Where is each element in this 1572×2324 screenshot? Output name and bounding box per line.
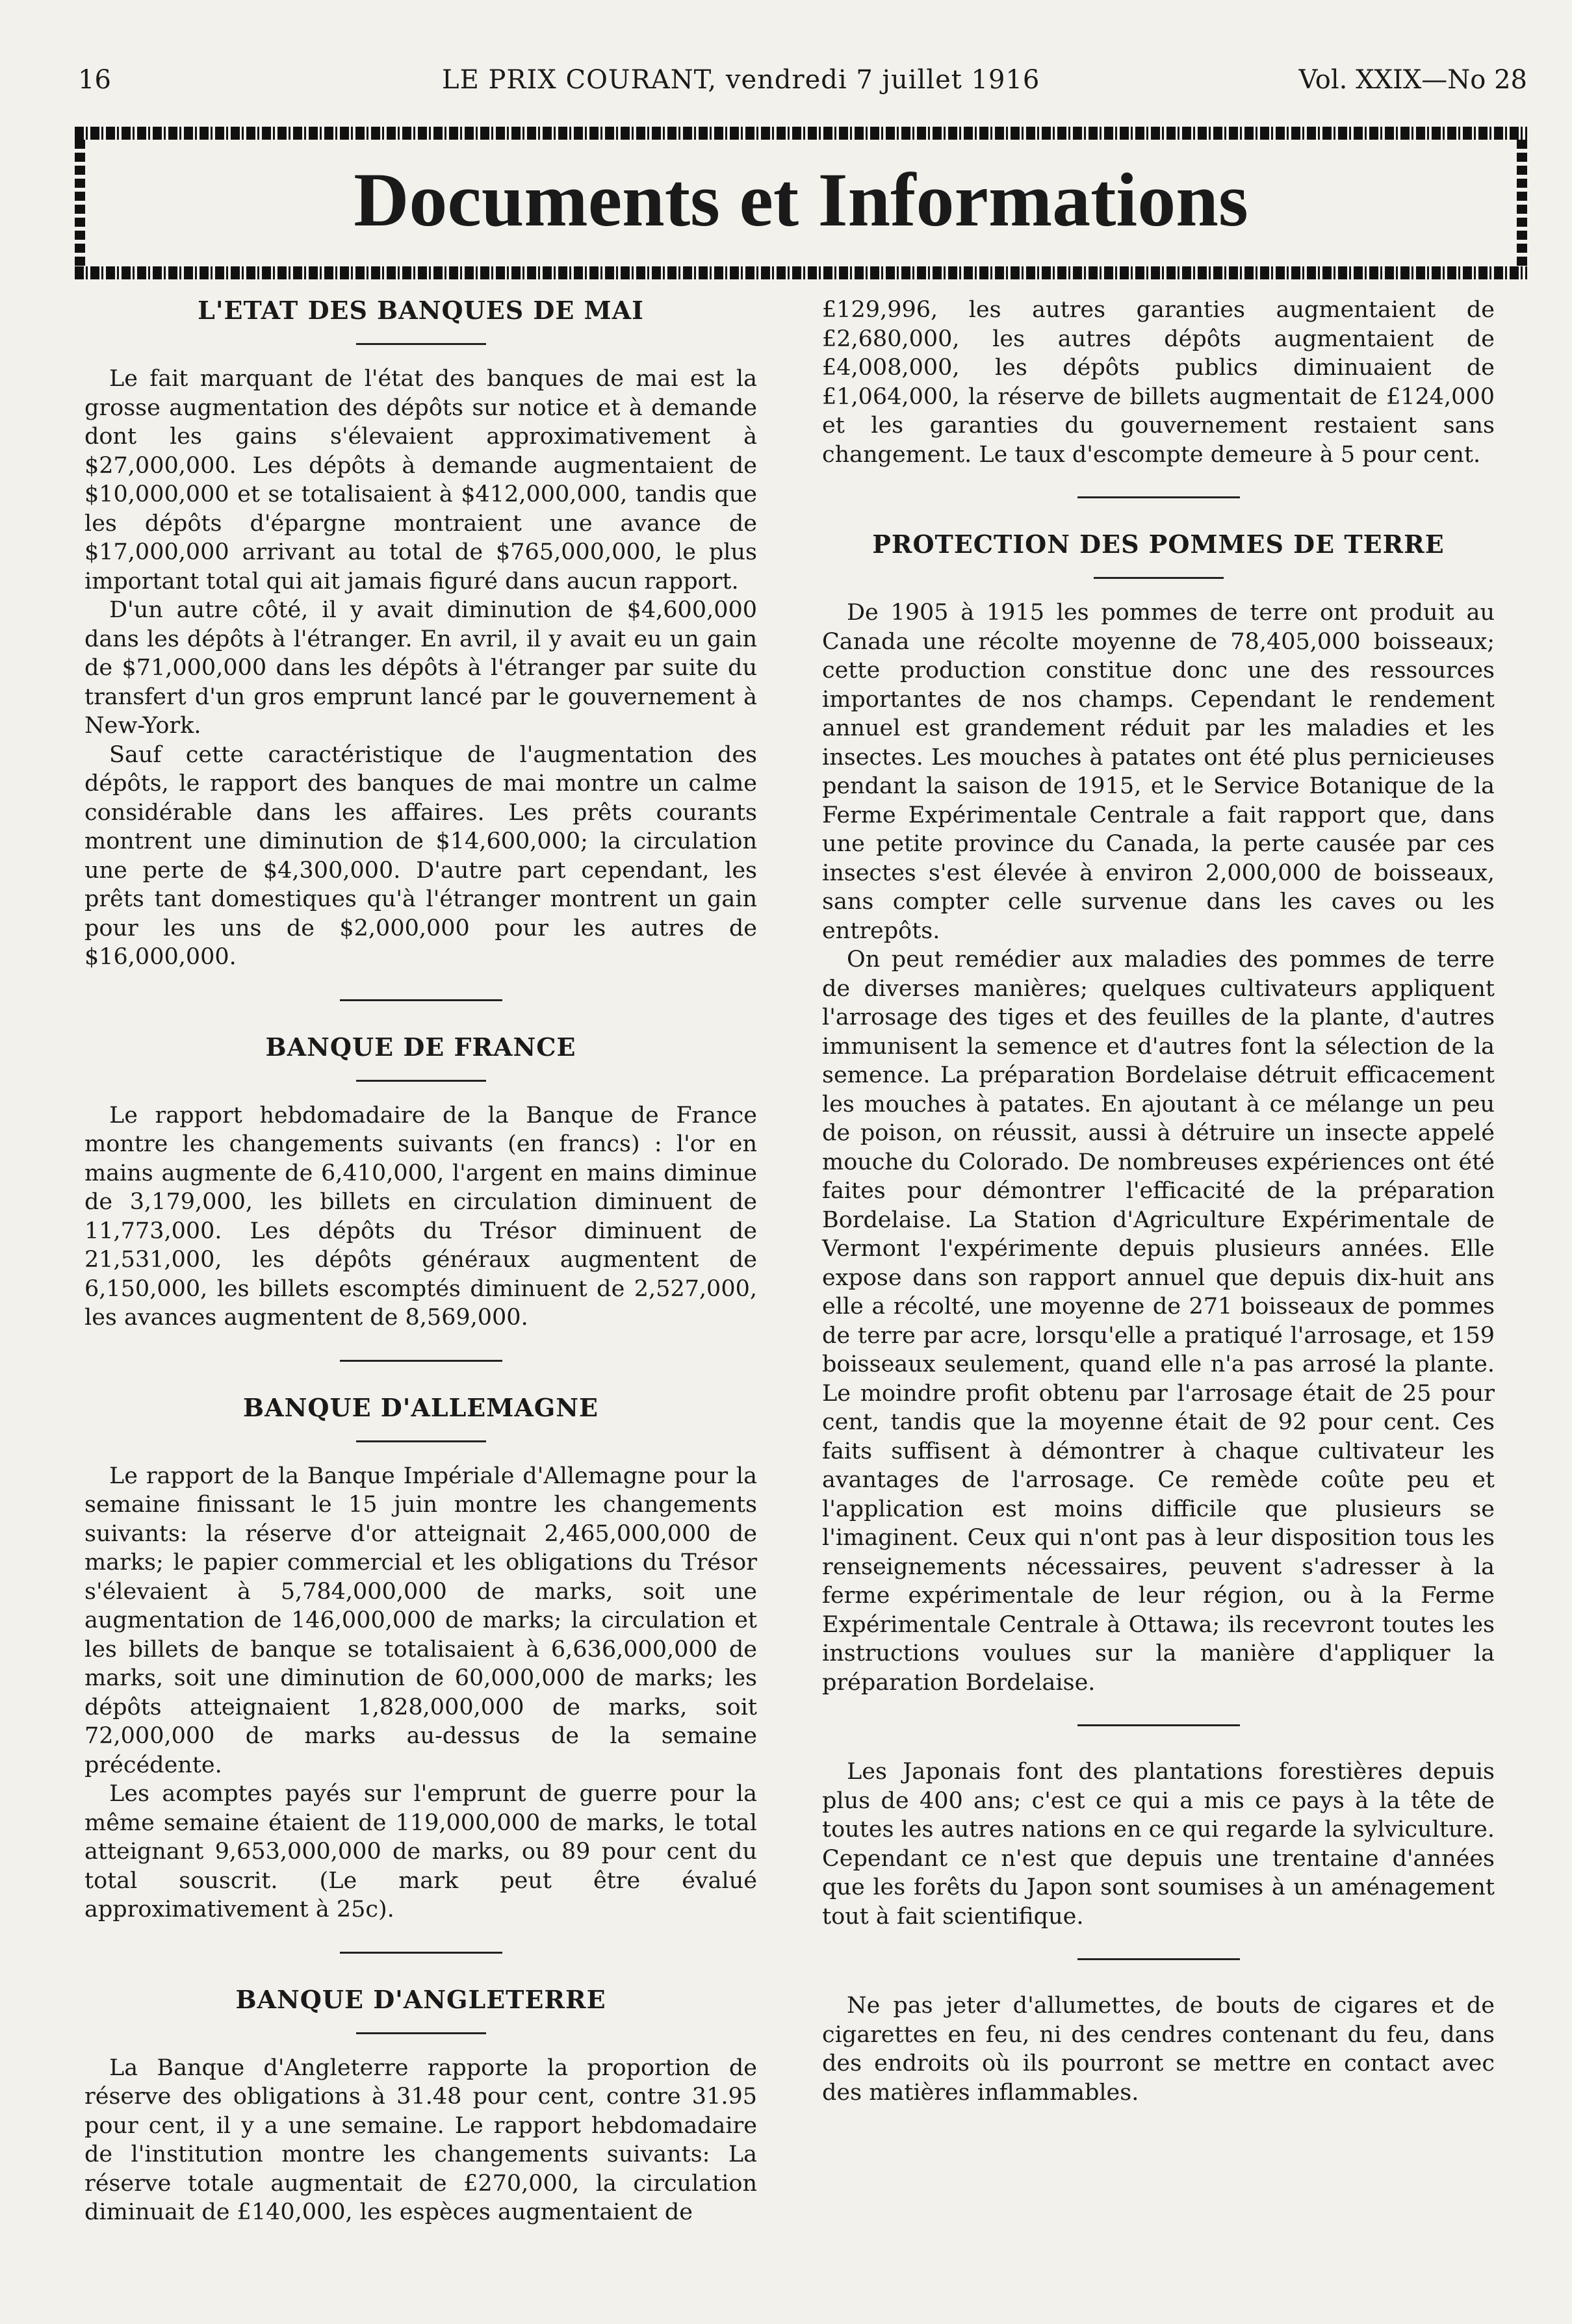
article-paragraph: Le rapport hebdomadaire de la Banque de France montre les changements suivants (en francs) : l'or en mains augmente de 6,410,000, l'argent en mains diminue de 3,179,000, les billets en circulation diminuent de 11,773,000. Les dépôts du Trésor diminuent de 21,531,000, les dépôts généraux augmentent de 6,150,000, les billets escomptés diminuent de 2,527,000, les avances augmentent de 8,569,000. <box>84 1102 757 1331</box>
article-banque-angleterre <box>84 1985 757 2227</box>
section-divider <box>340 1360 502 1362</box>
chain-border-top <box>75 127 1527 140</box>
title-rule <box>356 343 486 345</box>
section-divider <box>1077 1724 1240 1726</box>
article-japonais-forets <box>822 1757 1495 1931</box>
volume-number: Vol. XXIX—No 28 <box>1298 65 1527 95</box>
article-title: BANQUE DE FRANCE <box>265 1032 576 1062</box>
article-title: BANQUE D'ANGLETERRE <box>235 1984 606 2014</box>
section-divider <box>1077 1958 1240 1960</box>
article-title: L'ETAT DES BANQUES DE MAI <box>198 296 644 325</box>
title-rule <box>356 1440 486 1442</box>
section-divider <box>1077 496 1240 498</box>
article-paragraph: £129,996, les autres garanties augmentaient de £2,680,000, les autres dépôts augmentaient de £4,008,000, les dépôts publics diminuaient de £1,064,000, la réserve de billets augmentait de £124,000 et les garanties du gouvernement restaient sans changement. Le taux d'escompte demeure à 5 pour cent. <box>822 297 1495 468</box>
article-banque-france <box>84 1032 757 1333</box>
article-paragraph: Le fait marquant de l'état des banques de mai est la grosse augmentation des dépôts sur notice et à demande dont les gains s'élevaient approximativement à $27,000,000. Les dépôts à demande augmentaient de $10,000,000 et se totalisaient à $412,000,000, tandis que les dépôts d'épargne montraient une avance de $17,000,000 arrivant au total de $765,000,000, le plus important total qui ait jamais figuré dans aucun rapport. <box>84 366 757 594</box>
chain-border-bottom <box>75 266 1527 279</box>
article-paragraph: Le rapport de la Banque Impériale d'Allemagne pour la semaine finissant le 15 juin montre les changements suivants: la réserve d'or atteignait 2,465,000,000 de marks; le papier commercial et les obligations du Trésor s'élevaient à 5,784,000,000 de marks, soit une augmentation de 146,000,000 de marks; la circulation et les billets de banque se totalisaient à 6,636,000,000 de marks, soit une diminution de 60,000,000 de marks; les dépôts atteignaient 1,828,000,000 de marks, soit 72,000,000 de marks au-dessus de la semaine précédente. <box>84 1462 757 1778</box>
running-head <box>78 65 1527 104</box>
title-rule <box>356 1080 486 1082</box>
article-paragraph: Les acomptes payés sur l'emprunt de guerre pour la même semaine étaient de 119,000,000 de marks, le total atteignant 9,653,000,000 de marks, ou 89 pour cent du total souscrit. (Le mark peut être évalué approximativement à 25c). <box>84 1781 757 1922</box>
page-number: 16 <box>78 65 111 95</box>
right-column <box>822 296 1495 2107</box>
article-paragraph: D'un autre côté, il y avait diminution de $4,600,000 dans les dépôts à l'étranger. En avril, il y avait eu un gain de $71,000,000 dans les dépôts à l'étranger par suite du transfert d'un gros emprunt lancé par le gouvernement à New-York. <box>84 597 757 739</box>
article-title: BANQUE D'ALLEMAGNE <box>243 1392 599 1422</box>
section-title: Documents et Informations <box>354 157 1248 242</box>
section-banner <box>75 127 1527 279</box>
article-banque-angleterre-continued <box>822 296 1495 469</box>
article-paragraph: De 1905 à 1915 les pommes de terre ont produit au Canada une récolte moyenne de 78,405,000 boisseaux; cette production constitue donc une des ressources importantes de nos champs. Cependant le rendement annuel est grandement réduit par les maladies et les insectes. Les mouches à patates ont été plus pernicieuses pendant la saison de 1915, et le Service Botanique de la Ferme Expérimentale Centrale a fait rapport que, dans une petite province du Canada, la perte causée par ces insectes s'est élevée à environ 2,000,000 de boisseaux, sans compter celle survenue dans les caves ou les entrepôts. <box>822 600 1495 944</box>
left-column <box>84 296 757 2227</box>
section-divider <box>340 1952 502 1954</box>
title-rule <box>356 2032 486 2034</box>
title-rule <box>1094 577 1224 579</box>
article-paragraph: On peut remédier aux maladies des pommes de terre de diverses manières; quelques cultivateurs appliquent l'arrosage des tiges et des feuilles de la plante, d'autres immunisent la semence et d'autres font la sélection de la semence. La préparation Bordelaise détruit efficacement les mouches à patates. En ajoutant à ce mélange un peu de poison, on réussit, aussi à détruire un insecte appelé mouche du Colorado. De nombreuses expériences ont été faites pour démontrer l'efficacité de la préparation Bordelaise. La Station d'Agriculture Expérimentale de Vermont l'expérimente depuis plusieurs années. Elle expose dans son rapport annuel que depuis dix-huit ans elle a récolté, une moyenne de 271 boisseaux de pommes de terre par acre, lorsqu'elle a pratiqué l'arrosage, et 159 boisseaux seulement, quand elle n'a pas arrosé la plante. Le moindre profit obtenu par l'arrosage était de 25 pour cent, tandis que la moyenne était de 92 pour cent. Ces faits suffisent à démontrer à chaque cultivateur les avantages de l'arrosage. Ce remède coûte peu et l'application est moins difficile que plusieurs se l'imaginent. Ceux qui n'ont pas à leur disposition tous les renseignements nécessaires, peuvent s'adresser à la ferme expérimentale de leur région, ou à la Ferme Expérimentale Centrale à Ottawa; ils recevront toutes les instructions voulues sur la manière d'appliquer la préparation Bordelaise. <box>822 947 1495 1696</box>
publication-line: LE PRIX COURANT, vendredi 7 juillet 1916 <box>442 65 1040 95</box>
article-paragraph: La Banque d'Angleterre rapporte la proportion de réserve des obligations à 31.48 pour cent, contre 31.95 pour cent, il y a une semaine. Le rapport hebdomadaire de l'institution montre les changements suivants: La réserve totale augmentait de £270,000, la circulation diminuait de £140,000, les espèces augmentaient de <box>84 2054 757 2225</box>
article-paragraph: Ne pas jeter d'allumettes, de bouts de cigares et de cigarettes en feu, ni des cendres contenant du feu, dans des endroits où ils pourront se mettre en contact avec des matières inflammables. <box>822 1993 1495 2106</box>
article-paragraph: Sauf cette caractéristique de l'augmentation des dépôts, le rapport des banques de mai montre un calme considérable dans les affaires. Les prêts courants montrent une diminution de $14,600,000; la circulation une perte de $4,300,000. D'autre part cependant, les prêts tant domestiques qu'à l'étranger montrent un gain pour les uns de $2,000,000 pour les autres de $16,000,000. <box>84 741 757 970</box>
section-divider <box>340 999 502 1001</box>
article-pommes-de-terre <box>822 530 1495 1697</box>
article-allumettes <box>822 1991 1495 2107</box>
article-banque-allemagne <box>84 1393 757 1924</box>
article-paragraph: Les Japonais font des plantations forestières depuis plus de 400 ans; c'est ce qui a mis ce pays à la tête de toutes les autres nations en ce qui regarde la sylviculture. Cependant ce n'est que depuis une trentaine d'années que les forêts du Japon sont soumises à un aménagement tout à fait scientifique. <box>822 1759 1495 1930</box>
article-title: PROTECTION DES POMMES DE TERRE <box>872 530 1445 559</box>
article-etat-banques <box>84 296 757 972</box>
